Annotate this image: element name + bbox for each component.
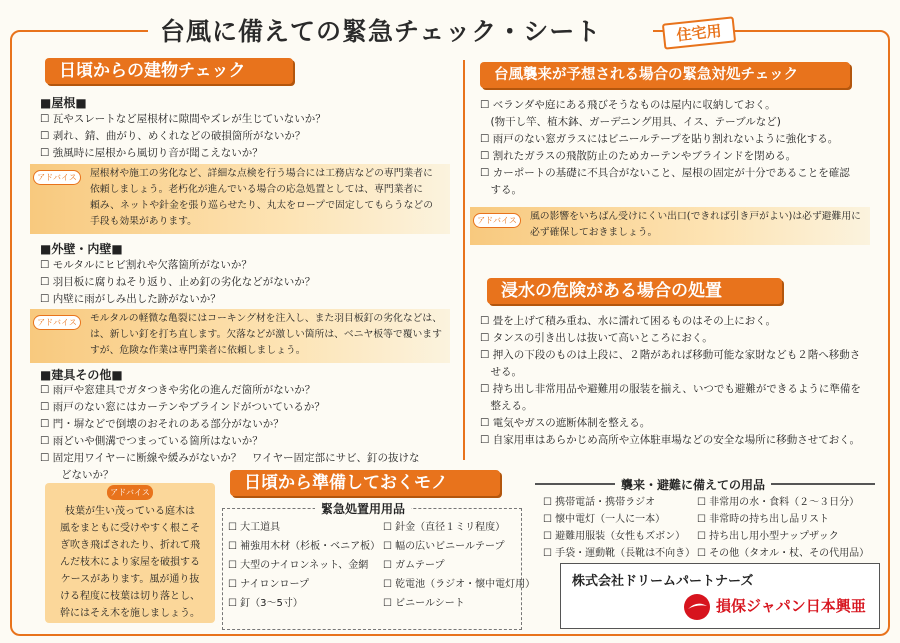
roof-list [40, 111, 326, 162]
wall-item[interactable]: ☐ 羽目板に腐りねそり返り、止め釘の劣化などがないか？ [40, 276, 316, 288]
fittings-list [40, 382, 420, 484]
tree-advice-note [45, 483, 215, 623]
roof-advice [30, 164, 450, 234]
goods-col1 [228, 518, 380, 613]
flood-item: 整える。 [480, 400, 533, 412]
advice-line: モルタルの軽微な亀裂にはコーキング材を注入し、また羽目板釘の劣化などは、 [90, 313, 443, 324]
goods-item[interactable]: ☐ ガムテープ [383, 560, 445, 571]
advice-line: 必ず確保しておきましょう。 [530, 227, 658, 238]
note-line: んだ枝木により家屋を破損する [60, 557, 200, 568]
flood-item: せる。 [480, 366, 522, 378]
goods-item[interactable]: ☐ 補強用木材（杉板・ベニア板） [228, 541, 381, 552]
advice-line: 依頼しましょう。老朽化が進んでいる場合の応急処置としては、専門業者に [90, 184, 424, 195]
evac-goods-label: 襲来・避難に備えての用品 [615, 476, 771, 493]
fittings-item[interactable]: ☐ 門・塀などで倒壊のおそれのある部分がないか？ [40, 418, 284, 430]
roof-item[interactable]: ☐ 強風時に屋根から風切り音が聞こえないか？ [40, 147, 263, 159]
advice-line: は、新しい釘を打ち直します。欠落などが激しい箇所は、ベニヤ板等で覆います [90, 329, 442, 340]
flood-item[interactable]: ☐ 自家用車はあらかじめ高所や立体駐車場などの安全な場所に移動させておく。 [480, 434, 861, 446]
insurer-name: 損保ジャパン日本興亜 [716, 597, 866, 615]
fittings-item[interactable]: ☐ 雨戸のない窓にはカーテンやブラインドがついているか？ [40, 401, 325, 413]
advice-line: 風の影響をいちばん受けにくい出口(できれば引き戸がよい)は必ず避難用に [530, 211, 861, 222]
emergency-goods-label: 緊急処置用用品 [315, 500, 411, 517]
note-line: ケースがあります。風が通り抜 [60, 574, 200, 585]
advice-line: 屋根材や施工の劣化など、詳細な点検を行う場合には工務店などの専門業者に [90, 168, 433, 179]
advice-tag: アドバイス [473, 213, 521, 228]
flood-item[interactable]: ☐ 押入の下段のものは上段に、２階があれば移動可能な家財なども２階へ移動さ [480, 349, 861, 361]
advice-tag: アドバイス [33, 170, 81, 185]
fittings-label: ■建具その他■ [40, 368, 123, 382]
note-line: ける程度に枝葉は切り落とし、 [60, 591, 200, 602]
typhoon-check-heading: 台風襲来が予想される場合の緊急対処チェック [480, 62, 850, 88]
fittings-item[interactable]: ☐ 雨どいや側溝でつまっている箇所はないか？ [40, 435, 263, 447]
fittings-item[interactable]: どないか？ [40, 469, 114, 481]
company-name: 株式会社ドリームパートナーズ [572, 574, 754, 589]
typhoon-item[interactable]: ☐ ベランダや庭にある飛びそうなものは屋内に収納しておく。 [480, 99, 776, 111]
flood-heading: 浸水の危険がある場合の処置 [487, 278, 782, 304]
note-line: 風をまともに受けやすく根こそ [60, 523, 200, 534]
insurer-logo-icon [682, 592, 712, 622]
wall-item[interactable]: ☐ 内壁に雨がしみ出した跡がないか？ [40, 293, 221, 305]
exit-advice [470, 207, 870, 245]
evac-col1 [543, 494, 695, 562]
goods-col2 [383, 518, 535, 613]
evac-item[interactable]: ☐ 非常用の水・食料（２～３日分） [697, 497, 860, 508]
flood-list [480, 313, 861, 449]
roof-item[interactable]: ☐ 剥れ、錆、曲がり、めくれなどの破損箇所がないか？ [40, 130, 306, 142]
flood-item[interactable]: ☐ 電気やガスの遮断体制を整える。 [480, 417, 651, 429]
evac-item[interactable]: ☐ 懐中電灯（一人に一本） [543, 514, 666, 525]
evac-item[interactable]: ☐ 非常時の持ち出し品リスト [697, 514, 829, 525]
advice-tag: アドバイス [107, 485, 153, 500]
wall-advice [30, 309, 450, 363]
flood-item[interactable]: ☐ 畳を上げて積み重ね、水に濡れて困るものはその上におく。 [480, 315, 777, 327]
roof-item[interactable]: ☐ 瓦やスレートなど屋根材に隙間やズレが生じていないか？ [40, 113, 326, 125]
evac-col2 [697, 494, 869, 562]
goods-item[interactable]: ☐ ナイロンロープ [228, 579, 309, 590]
fittings-item[interactable]: ☐ 雨戸や窓建具でガタつきや劣化の進んだ箇所がないか？ [40, 384, 316, 396]
goods-heading: 日頃から準備しておくモノ [230, 470, 500, 496]
note-line: 幹にはそえ木を施しましょう。 [60, 608, 200, 619]
typhoon-item: (物干し竿、植木鉢、ガーデニング用具、イス、テーブルなど) [480, 116, 781, 128]
goods-item[interactable]: ☐ 幅の広いビニールテープ [383, 541, 505, 552]
roof-label: ■屋根■ [40, 96, 87, 110]
flood-item[interactable]: ☐ タンスの引き出しは抜いて高いところにおく。 [480, 332, 713, 344]
evac-item[interactable]: ☐ 持ち出し用小型ナップザック [697, 531, 839, 542]
evac-item[interactable]: ☐ 手袋・運動靴（長靴は不向き） [543, 548, 696, 559]
housing-badge: 住宅用 [662, 16, 736, 49]
goods-item[interactable]: ☐ 釘（3～5寸） [228, 598, 303, 609]
advice-line: 頼み、ネットや針金を張り巡らせたり、丸太をロープで固定してもらうなどの [90, 200, 433, 211]
evac-item[interactable]: ☐ その他（タオル・杖、その代用品） [697, 548, 870, 559]
goods-item[interactable]: ☐ 大工道具 [228, 522, 281, 533]
advice-line: すが、危険な作業は専門業者に依頼しましょう。 [90, 345, 306, 356]
note-line: ぎ吹き飛ばされたり、折れて飛 [60, 540, 200, 551]
wall-list [40, 257, 315, 308]
wall-label: ■外壁・内壁■ [40, 242, 123, 256]
typhoon-item: する。 [480, 184, 522, 196]
typhoon-item[interactable]: ☐ 割れたガラスの飛散防止のためカーテンやブラインドを閉める。 [480, 150, 797, 162]
goods-item[interactable]: ☐ ビニールシート [383, 598, 465, 609]
page-title: 台風に備えての緊急チェック・シート [160, 17, 602, 46]
column-divider [463, 60, 465, 460]
evac-item[interactable]: ☐ 避難用服装（女性もズボン） [543, 531, 686, 542]
typhoon-check-list [480, 97, 850, 199]
wall-item[interactable]: ☐ モルタルにヒビ割れや欠落箇所がないか？ [40, 259, 252, 271]
typhoon-item[interactable]: ☐ カーポートの基礎に不具合がないこと、屋根の固定が十分であることを確認 [480, 167, 850, 179]
evac-item[interactable]: ☐ 携帯電話・携帯ラジオ [543, 497, 656, 508]
advice-tag: アドバイス [33, 315, 81, 330]
building-check-heading: 日頃からの建物チェック [45, 58, 293, 84]
fittings-item[interactable]: ☐ 固定用ワイヤーに断線や緩みがないか？ ワイヤー固定部にサビ、釘の抜けな [40, 452, 420, 464]
note-line: 枝葉が生い茂っている庭木は [65, 506, 195, 517]
goods-item[interactable]: ☐ 乾電池（ラジオ・懐中電灯用） [383, 579, 536, 590]
typhoon-item[interactable]: ☐ 雨戸のない窓ガラスにはビニールテープを貼り割れないように強化する。 [480, 133, 839, 145]
goods-item[interactable]: ☐ 針金（直径１ミリ程度） [383, 522, 506, 533]
flood-item[interactable]: ☐ 持ち出し非常用品や避難用の服装を揃え、いつでも避難ができるように準備を [480, 383, 861, 395]
goods-item[interactable]: ☐ 大型のナイロンネット、金網 [228, 560, 369, 571]
advice-line: 手段も効果があります。 [90, 216, 197, 227]
